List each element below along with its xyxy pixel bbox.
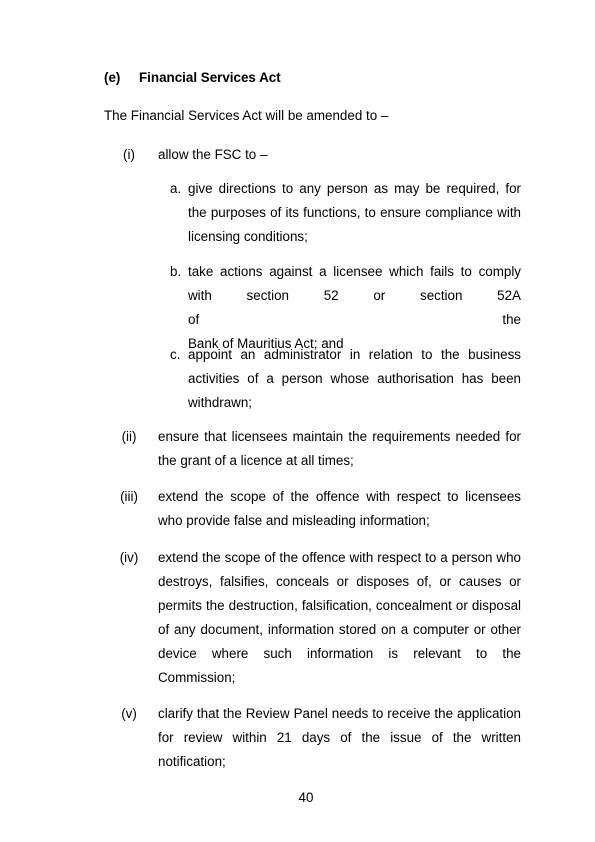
sub-item-c (170, 343, 521, 415)
page-number: 40 (298, 790, 314, 805)
sub-item-text (188, 260, 521, 356)
list-item-ii (110, 425, 521, 473)
sub-item-line: Bank of Mauritius Act; and (188, 336, 344, 351)
sub-item-letter: b. (170, 264, 182, 279)
sub-item-text: give directions to any person as may be required, for the purposes of its functions, to ensure compliance with licensing conditions; (188, 181, 521, 244)
item-numeral: (iii) (120, 489, 138, 504)
item-text: allow the FSC to – (158, 147, 268, 162)
section-heading (104, 70, 281, 85)
sub-item-letter: a. (170, 181, 182, 196)
item-text: extend the scope of the offence with respect to a person who destroys, falsifies, conceals or disposes of, or causes or permits the destruction, falsification, concealment or disposal of any document, information stored on a computer or other device where such information is relevant to the Commission; (158, 550, 521, 685)
item-text: extend the scope of the offence with respect to licensees who provide false and misleading information; (158, 489, 521, 528)
sub-item-a (170, 177, 521, 249)
section-number: (e) (104, 70, 121, 85)
item-numeral: (i) (123, 147, 135, 162)
sub-item-text: appoint an administrator in relation to the business activities of a person whose authorisation has been withdrawn; (188, 347, 521, 410)
item-numeral: (ii) (121, 429, 137, 444)
list-item-i (110, 143, 521, 167)
list-item-v (110, 702, 521, 774)
item-text: ensure that licensees maintain the requirements needed for the grant of a licence at all times; (158, 429, 521, 468)
sub-item-line: take actions against a licensee which fails to comply (188, 264, 521, 279)
sub-item-letter: c. (170, 347, 181, 362)
sub-item-line: with section 52 or section 52A of the (188, 288, 521, 327)
list-item-iii (110, 485, 521, 533)
item-text: clarify that the Review Panel needs to receive the application for review within 21 days of the issue of the written notification; (158, 706, 521, 769)
intro-paragraph: The Financial Services Act will be amended to – (104, 108, 389, 123)
list-item-iv (110, 546, 521, 690)
item-numeral: (v) (121, 706, 137, 721)
section-title: Financial Services Act (139, 70, 281, 85)
item-numeral: (iv) (119, 550, 139, 565)
sub-item-b (170, 260, 521, 356)
